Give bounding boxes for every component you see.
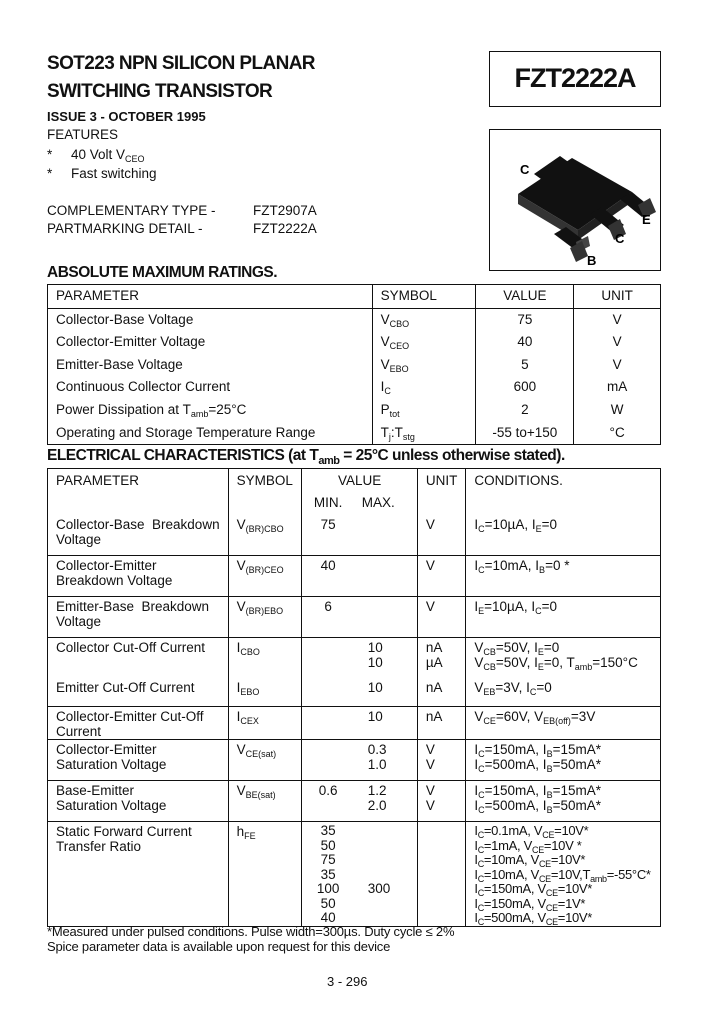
unit-cell: V xyxy=(574,331,661,354)
max-cell xyxy=(354,597,418,638)
symbol-cell: $I_{CEX}$ xyxy=(228,707,302,740)
value-cell: -55 to+150 xyxy=(476,422,574,445)
sot223-package-icon xyxy=(490,130,660,270)
unit-cell: V xyxy=(417,597,466,638)
param-cell: Operating and Storage Temperature Range xyxy=(48,422,373,445)
symbol-cell: $V_{CE(sat)}$ xyxy=(228,740,302,781)
max-cell: 300 xyxy=(354,822,418,927)
symbol-cell: $V_{CEO}$ xyxy=(372,331,476,354)
complementary-type-value: FZT2907A xyxy=(253,203,317,218)
col-conditions: CONDITIONS. xyxy=(466,469,661,494)
col-parameter: PARAMETER xyxy=(48,285,373,309)
param-cell: Power Dissipation at $T_{amb}=25^\circ C$ xyxy=(48,399,373,422)
condition-line: $V_{EB}=3V$, $I_C=0$ xyxy=(474,680,552,697)
condition-line: $I_C=10\mu A$, $I_E=0$ xyxy=(474,517,557,534)
condition-line: $I_C=1mA$, $V_{CE}=10V$ * xyxy=(474,837,582,855)
param-cell: Emitter-Base Voltage xyxy=(48,354,373,377)
max-cell: 10 xyxy=(354,707,418,740)
min-cell: 75 xyxy=(302,515,354,556)
symbol-cell: $V_{(BR)CBO}$ xyxy=(228,515,302,556)
pin-label-c-top: C xyxy=(520,162,530,177)
conditions-cell xyxy=(466,781,661,822)
value-cell: 600 xyxy=(476,376,574,399)
condition-line: $V_{CE}=60V$, $V_{EB(off)}=3V$ xyxy=(474,709,596,726)
unit-cell xyxy=(417,822,466,927)
max-cell: 10 xyxy=(354,678,418,707)
max-cell xyxy=(354,556,418,597)
table-row xyxy=(48,308,661,331)
col-value: VALUE xyxy=(476,285,574,309)
page-number: 3 - 296 xyxy=(327,974,368,989)
value-cell: 5 xyxy=(476,354,574,377)
col-unit: UNIT xyxy=(417,469,466,494)
partmarking-value: FZT2222A xyxy=(253,221,317,236)
table-row xyxy=(48,678,661,707)
param-cell: Collector-Emitter Voltage xyxy=(48,331,373,354)
table-header-row xyxy=(48,469,661,494)
bullet: * xyxy=(47,147,53,162)
conditions-cell xyxy=(466,597,661,638)
conditions-cell xyxy=(466,638,661,679)
title-line-1: SOT223 NPN SILICON PLANAR xyxy=(47,53,315,74)
param-cell: Static Forward Current Transfer Ratio xyxy=(48,822,229,927)
conditions-cell xyxy=(466,740,661,781)
col-value: VALUE xyxy=(302,469,417,494)
param-cell: Collector-Emitter Cut-Off Current xyxy=(48,707,229,740)
condition-line: $I_C=150mA$, $I_B=15mA*$ xyxy=(474,783,601,800)
param-cell: Emitter-Base Breakdown Voltage xyxy=(48,597,229,638)
condition-line: $I_E=10\mu A$, $I_C=0$ xyxy=(474,599,557,616)
table-row xyxy=(48,781,661,822)
table-row xyxy=(48,399,661,422)
title-line-2: SWITCHING TRANSISTOR xyxy=(47,81,273,102)
min-cell: 40 xyxy=(302,556,354,597)
condition-line: $I_C=10mA$, $I_B=0$ * xyxy=(474,558,570,575)
elec-table xyxy=(47,468,661,927)
min-cell: 0.6 xyxy=(302,781,354,822)
param-cell: Collector-Base Breakdown Voltage xyxy=(48,515,229,556)
table-row xyxy=(48,822,661,927)
unit-cell: nA µA xyxy=(417,638,466,679)
param-cell: Collector-Emitter Breakdown Voltage xyxy=(48,556,229,597)
table-row xyxy=(48,707,661,740)
condition-line: $V_{CB}=50V$, $I_E=0$ xyxy=(474,640,560,657)
part-number: FZT2222A xyxy=(514,63,636,93)
min-cell: 35 50 75 35 100 50 40 xyxy=(302,822,354,927)
param-cell: Collector Cut-Off Current xyxy=(48,638,229,679)
max-cell: 1.2 2.0 xyxy=(354,781,418,822)
pin-label-c: C xyxy=(615,231,625,246)
pin-label-b: B xyxy=(587,253,597,268)
min-cell xyxy=(302,740,354,781)
max-cell xyxy=(354,515,418,556)
symbol-cell: $V_{(BR)EBO}$ xyxy=(228,597,302,638)
condition-line: $I_C=0.1mA$, $V_{CE}=10V*$ xyxy=(474,823,589,840)
min-cell: 6 xyxy=(302,597,354,638)
package-illustration xyxy=(489,129,661,271)
col-unit: UNIT xyxy=(574,285,661,309)
partmarking-label: PARTMARKING DETAIL - xyxy=(47,221,203,236)
param-cell: Base-Emitter Saturation Voltage xyxy=(48,781,229,822)
value-cell: 40 xyxy=(476,331,574,354)
conditions-cell xyxy=(466,556,661,597)
condition-line: $V_{CB}=50V$, $I_E=0$, $T_{amb}=150^\circ C$ xyxy=(474,655,638,672)
features-heading: FEATURES xyxy=(47,127,119,142)
col-parameter: PARAMETER xyxy=(48,469,229,494)
min-cell xyxy=(302,638,354,679)
footnote-spice: Spice parameter data is available upon request for this device xyxy=(47,939,391,954)
bullet: * xyxy=(47,166,53,181)
col-symbol: SYMBOL xyxy=(228,469,302,494)
conditions-cell xyxy=(466,707,661,740)
table-row xyxy=(48,515,661,556)
conditions-cell xyxy=(466,678,661,707)
table-row xyxy=(48,638,661,679)
col-symbol: SYMBOL xyxy=(372,285,476,309)
col-min: MIN. xyxy=(302,493,354,515)
symbol-cell: $I_{EBO}$ xyxy=(228,678,302,707)
abs-max-heading: ABSOLUTE MAXIMUM RATINGS. xyxy=(47,264,278,281)
condition-line: $I_C=500mA$, $I_B=50mA*$ xyxy=(474,798,601,815)
param-cell: Continuous Collector Current xyxy=(48,376,373,399)
conditions-cell xyxy=(466,822,661,927)
unit-cell: V xyxy=(574,354,661,377)
footnote-pulsed: *Measured under pulsed conditions. Pulse width=300µs. Duty cycle ≤ 2% xyxy=(47,924,455,939)
table-row xyxy=(48,740,661,781)
symbol-cell: $P_{tot}$ xyxy=(372,399,476,422)
min-cell xyxy=(302,678,354,707)
table-row xyxy=(48,422,661,445)
condition-line: $I_C=500mA$, $I_B=50mA*$ xyxy=(474,757,601,774)
symbol-cell: $I_{CBO}$ xyxy=(228,638,302,679)
max-cell: 10 10 xyxy=(354,638,418,679)
table-row xyxy=(48,597,661,638)
unit-cell: W xyxy=(574,399,661,422)
issue-line: ISSUE 3 - OCTOBER 1995 xyxy=(47,109,206,124)
condition-line: $I_C=150mA$, $I_B=15mA*$ xyxy=(474,742,601,759)
condition-line: $I_C=150mA$, $V_{CE}=1V*$ xyxy=(474,895,586,913)
feature-item xyxy=(47,147,145,164)
col-max: MAX. xyxy=(354,493,418,515)
table-row xyxy=(48,354,661,377)
param-cell: Collector-Base Voltage xyxy=(48,308,373,331)
param-cell: Emitter Cut-Off Current xyxy=(48,678,229,707)
table-row xyxy=(48,331,661,354)
feature-text: 40 Volt $V_{CEO}$ xyxy=(71,147,145,164)
abs-max-table xyxy=(47,284,661,445)
conditions-cell xyxy=(466,515,661,556)
symbol-cell: $I_C$ xyxy=(372,376,476,399)
unit-cell: nA xyxy=(417,707,466,740)
value-cell: 75 xyxy=(476,308,574,331)
condition-line: $I_C=10mA$, $V_{CE}=10V*$ xyxy=(474,852,586,869)
elec-heading: ELECTRICAL CHARACTERISTICS (at $T_{amb} = 25^\circ C$ unless otherwise stated). xyxy=(47,447,565,467)
table-row xyxy=(48,556,661,597)
symbol-cell: $V_{BE(sat)}$ xyxy=(228,781,302,822)
unit-cell: V xyxy=(417,515,466,556)
table-row xyxy=(48,376,661,399)
part-number-box xyxy=(489,51,661,107)
complementary-type-label: COMPLEMENTARY TYPE - xyxy=(47,203,216,218)
symbol-cell: $h_{FE}$ xyxy=(228,822,302,927)
symbol-cell: $V_{CBO}$ xyxy=(372,308,476,331)
condition-line: $I_C=150mA$, $V_{CE}=10V*$ xyxy=(474,881,593,898)
unit-cell: V V xyxy=(417,781,466,822)
max-cell: 0.3 1.0 xyxy=(354,740,418,781)
symbol-cell: $V_{(BR)CEO}$ xyxy=(228,556,302,597)
symbol-cell: $V_{EBO}$ xyxy=(372,354,476,377)
unit-cell: V V xyxy=(417,740,466,781)
unit-cell: V xyxy=(574,308,661,331)
unit-cell: mA xyxy=(574,376,661,399)
symbol-cell: $T_j:T_{stg}$ xyxy=(372,422,476,445)
param-cell: Collector-Emitter Saturation Voltage xyxy=(48,740,229,781)
unit-cell: nA xyxy=(417,678,466,707)
table-subheader-row xyxy=(48,493,661,515)
table-header-row xyxy=(48,285,661,309)
condition-line: $I_C=500mA$, $V_{CE}=10V*$ xyxy=(474,910,593,927)
condition-line: $I_C=10mA$, $V_{CE}=10V,T_{amb}=-55^\circ C*$ xyxy=(474,866,651,884)
unit-cell: °C xyxy=(574,422,661,445)
pin-label-e: E xyxy=(642,212,651,227)
min-cell xyxy=(302,707,354,740)
unit-cell: V xyxy=(417,556,466,597)
feature-text: Fast switching xyxy=(71,166,157,181)
feature-item xyxy=(47,166,157,182)
value-cell: 2 xyxy=(476,399,574,422)
